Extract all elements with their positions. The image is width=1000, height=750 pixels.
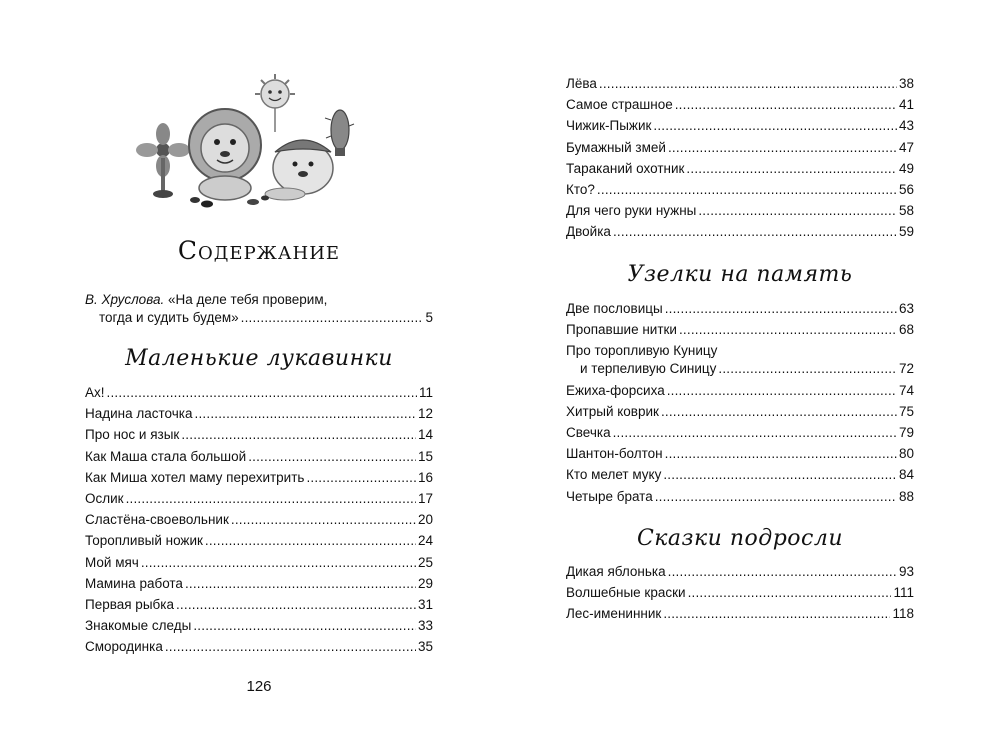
dot-leader bbox=[107, 385, 417, 401]
dot-leader bbox=[679, 322, 897, 338]
toc-entry bbox=[566, 161, 914, 177]
entry-page: 33 bbox=[417, 618, 433, 634]
toc-entry bbox=[566, 404, 914, 420]
intro-page: 5 bbox=[425, 310, 433, 325]
entry-title: Сластёна-своевольник bbox=[85, 512, 229, 528]
page-number: 126 bbox=[246, 678, 272, 695]
toc-entry bbox=[85, 385, 433, 401]
entry-title: Первая рыбка bbox=[85, 597, 174, 612]
toc-entry bbox=[85, 555, 433, 571]
toc-entry bbox=[85, 427, 433, 443]
dot-leader bbox=[165, 639, 416, 655]
dot-leader bbox=[205, 533, 416, 549]
contents-title: Содержание bbox=[177, 236, 341, 265]
section-title: Маленькие лукавинки bbox=[125, 346, 393, 371]
toc-entry bbox=[566, 467, 914, 483]
entry-page: 15 bbox=[417, 448, 433, 464]
entry-page: 20 bbox=[417, 512, 433, 528]
entry-page: 11 bbox=[418, 385, 433, 400]
dot-leader bbox=[661, 404, 897, 420]
toc-entry bbox=[85, 576, 433, 592]
entry-page: 56 bbox=[898, 182, 914, 197]
dot-leader bbox=[688, 585, 892, 601]
entry-page: 31 bbox=[417, 597, 433, 612]
entry-page: 47 bbox=[898, 139, 914, 155]
entry-title: Надина ласточка bbox=[85, 406, 193, 422]
intro-author: В. Хруслова. bbox=[85, 292, 165, 307]
entry-title: Лес-именинник bbox=[566, 606, 662, 622]
entry-title: Для чего руки нужны bbox=[566, 203, 697, 219]
entry-page: 63 bbox=[898, 301, 914, 316]
entry-title: Мой мяч bbox=[85, 554, 139, 570]
entry-title: Ах! bbox=[85, 385, 105, 400]
dot-leader bbox=[613, 425, 897, 441]
entry-title: Волшебные краски bbox=[566, 585, 686, 601]
dot-leader bbox=[665, 301, 897, 317]
dot-leader bbox=[248, 449, 416, 465]
dot-leader bbox=[686, 161, 897, 177]
entry-title: Четыре брата bbox=[566, 488, 653, 504]
entry-title: Пропавшие нитки bbox=[566, 322, 677, 338]
dot-leader bbox=[668, 140, 897, 156]
section-title: Узелки на память bbox=[627, 262, 853, 287]
entry-page: 88 bbox=[898, 488, 914, 504]
toc-entry bbox=[566, 489, 914, 505]
toc-entry bbox=[85, 449, 433, 465]
dot-leader bbox=[718, 361, 897, 377]
entry-page: 38 bbox=[898, 76, 914, 91]
entry-page: 49 bbox=[898, 160, 914, 176]
entry-page: 43 bbox=[898, 118, 914, 134]
toc-entry bbox=[85, 512, 433, 528]
toc-entry bbox=[85, 618, 433, 634]
entry-page: 41 bbox=[898, 97, 914, 113]
entry-page: 80 bbox=[898, 446, 914, 462]
dot-leader bbox=[185, 576, 416, 592]
toc-entry bbox=[85, 491, 433, 507]
entry-page: 72 bbox=[898, 361, 914, 377]
dot-leader bbox=[663, 467, 897, 483]
entry-page: 58 bbox=[898, 203, 914, 219]
entry-page: 25 bbox=[417, 554, 433, 570]
toc-entry bbox=[566, 76, 914, 92]
entry-title: Кто? bbox=[566, 182, 595, 197]
dot-leader bbox=[663, 606, 890, 622]
intro-title-line1: «На деле тебя проверим, bbox=[164, 292, 328, 307]
entry-page: 24 bbox=[417, 533, 433, 549]
entry-title: Знакомые следы bbox=[85, 618, 192, 634]
toc-entry bbox=[566, 564, 914, 580]
bear-icon bbox=[265, 140, 333, 200]
entry-title: Две пословицы bbox=[566, 301, 663, 316]
entry-page: 111 bbox=[893, 585, 914, 601]
section-title: Сказки подросли bbox=[636, 526, 844, 551]
lion-and-bear-illustration bbox=[135, 70, 355, 210]
dot-leader bbox=[667, 383, 897, 399]
dot-leader bbox=[306, 470, 416, 486]
entry-title: Кто мелет муку bbox=[566, 467, 662, 483]
toc-entry bbox=[566, 425, 914, 441]
intro-entry bbox=[85, 292, 433, 326]
dot-leader bbox=[597, 182, 897, 198]
dot-leader bbox=[675, 97, 897, 113]
cactus-icon bbox=[325, 110, 354, 156]
entry-title: Как Миша хотел маму перехитрить bbox=[85, 469, 305, 485]
dot-leader bbox=[698, 203, 897, 219]
entry-title: Про торопливую Куницу bbox=[566, 343, 718, 359]
dot-leader bbox=[668, 564, 897, 580]
toc-entry bbox=[566, 97, 914, 113]
toc-entry bbox=[566, 203, 914, 219]
entry-title: и терпеливую Синицу bbox=[580, 361, 717, 377]
entry-title: Про нос и язык bbox=[85, 427, 180, 443]
flower-icon bbox=[136, 123, 190, 198]
entry-title: Лёва bbox=[566, 76, 597, 91]
entry-title: Чижик-Пыжик bbox=[566, 118, 652, 134]
entry-page: 16 bbox=[417, 469, 433, 485]
entry-title: Мамина работа bbox=[85, 575, 183, 591]
entry-page: 93 bbox=[898, 564, 914, 579]
toc-entry bbox=[85, 533, 433, 549]
entry-title: Дикая яблонька bbox=[566, 564, 666, 579]
dot-leader bbox=[653, 118, 897, 134]
dot-leader bbox=[176, 597, 416, 613]
toc-entry bbox=[85, 470, 433, 486]
toc-entry bbox=[85, 639, 433, 655]
entry-page: 59 bbox=[898, 224, 914, 240]
entry-title: Самое страшное bbox=[566, 97, 673, 113]
dot-leader bbox=[141, 555, 416, 571]
dot-leader bbox=[181, 427, 416, 443]
entry-title: Двойка bbox=[566, 224, 611, 240]
toc-entry bbox=[566, 301, 914, 317]
toc-entry bbox=[566, 606, 914, 622]
entry-title: Бумажный змей bbox=[566, 139, 666, 155]
sun-icon bbox=[255, 74, 295, 132]
toc-entry bbox=[85, 406, 433, 422]
toc-entry bbox=[566, 343, 914, 377]
lion-icon bbox=[189, 109, 261, 200]
dot-leader bbox=[231, 512, 416, 528]
entry-page: 79 bbox=[898, 425, 914, 440]
entry-title: Ежиха-форсиха bbox=[566, 382, 665, 398]
entry-title: Хитрый коврик bbox=[566, 403, 659, 419]
entry-title: Свечка bbox=[566, 425, 611, 440]
dot-leader bbox=[193, 618, 416, 634]
toc-entry bbox=[566, 140, 914, 156]
entry-page: 29 bbox=[417, 575, 433, 591]
entry-page: 35 bbox=[417, 639, 433, 655]
entry-title: Ослик bbox=[85, 491, 124, 506]
entry-page: 75 bbox=[898, 403, 914, 419]
dot-leader bbox=[665, 446, 897, 462]
entry-title: Как Маша стала большой bbox=[85, 448, 247, 464]
dot-leader bbox=[655, 489, 897, 505]
entry-title: Торопливый ножик bbox=[85, 533, 203, 549]
dot-leader bbox=[613, 224, 897, 240]
toc-entry bbox=[566, 118, 914, 134]
dot-leader bbox=[195, 406, 416, 422]
dot-leader bbox=[126, 491, 416, 507]
entry-page: 12 bbox=[417, 406, 433, 422]
dot-leader bbox=[241, 310, 424, 326]
entry-page: 74 bbox=[898, 382, 914, 398]
toc-entry bbox=[85, 597, 433, 613]
toc-entry bbox=[566, 383, 914, 399]
entry-page: 68 bbox=[898, 322, 914, 338]
entry-page: 118 bbox=[892, 606, 914, 622]
toc-entry bbox=[566, 224, 914, 240]
intro-title-line2: тогда и судить будем» bbox=[99, 310, 239, 325]
entry-page: 17 bbox=[417, 491, 433, 506]
entry-title: Тараканий охотник bbox=[566, 160, 685, 176]
toc-entry bbox=[566, 585, 914, 601]
entry-page: 14 bbox=[417, 427, 433, 443]
toc-entry bbox=[566, 182, 914, 198]
entry-page: 84 bbox=[898, 467, 914, 483]
dot-leader bbox=[599, 76, 897, 92]
toc-entry bbox=[566, 446, 914, 462]
entry-title: Шантон-болтон bbox=[566, 446, 663, 462]
entry-title: Смородинка bbox=[85, 639, 163, 655]
toc-entry bbox=[566, 322, 914, 338]
